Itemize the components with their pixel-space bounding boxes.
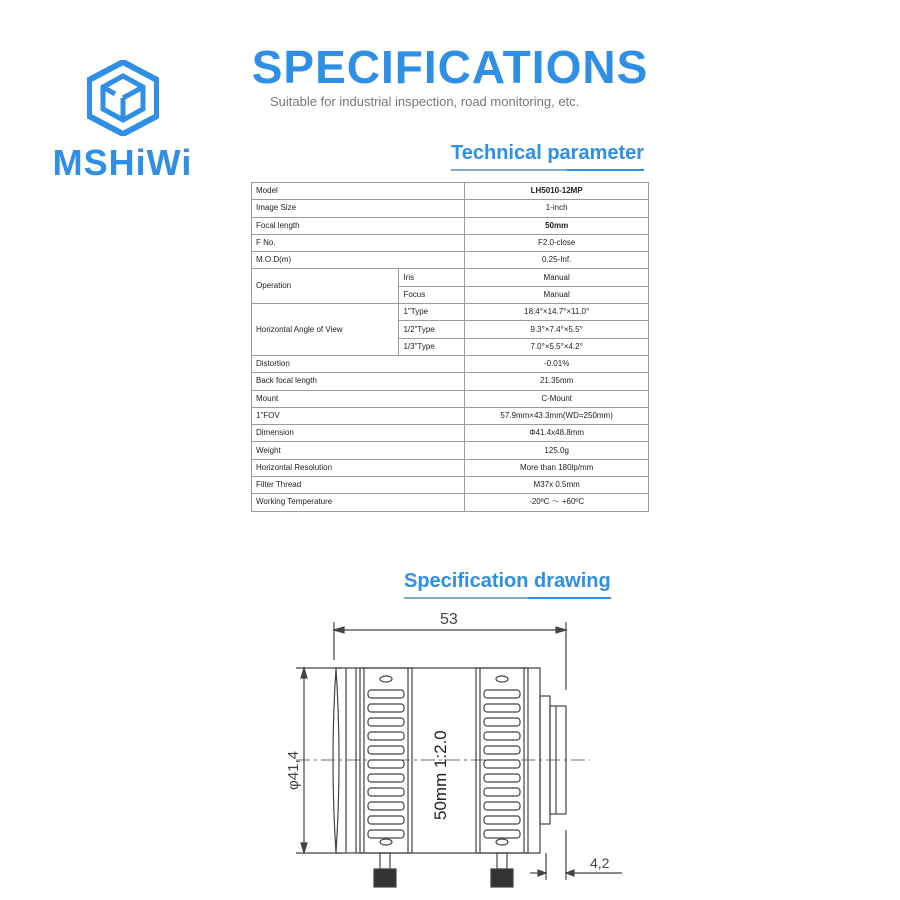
grip-rib (368, 816, 404, 824)
row-value: M37x 0.5mm (465, 477, 649, 494)
grip-rib (484, 690, 520, 698)
row-value: -20ºC ～ +60ºC (465, 494, 649, 511)
grip-rib (484, 774, 520, 782)
table-row (252, 459, 649, 476)
grip-rib (484, 802, 520, 810)
heading-underline-accent (528, 597, 611, 599)
row-label: Working Temperature (252, 494, 465, 511)
grip-rib (484, 746, 520, 754)
heading-underline-accent (567, 169, 644, 171)
row-value: F2.0-close (465, 234, 649, 251)
grip-rib (368, 690, 404, 698)
table-row (252, 269, 649, 286)
spec-table (251, 182, 649, 512)
grip-rib (368, 746, 404, 754)
grip-rib (368, 774, 404, 782)
grip-rib (484, 816, 520, 824)
sub-label: 1/3"Type (399, 338, 465, 355)
drawing-heading-text: Specification drawing (404, 570, 611, 592)
row-label: Image Size (252, 200, 465, 217)
technical-heading (451, 142, 644, 165)
drawing-heading (404, 570, 611, 593)
row-label: Distortion (252, 355, 465, 372)
row-value: 57.9mm×43.3mm(WD=250mm) (465, 407, 649, 424)
grip-rib (368, 718, 404, 726)
row-value: 18.4°×14.7°×11.0° (465, 304, 649, 321)
table-row (252, 234, 649, 251)
grip-rib (484, 788, 520, 796)
table-row (252, 373, 649, 390)
row-value: Manual (465, 286, 649, 303)
lens-drawing (270, 600, 630, 900)
table-row (252, 252, 649, 269)
row-label: Horizontal Angle of View (252, 304, 399, 356)
row-label: F No. (252, 234, 465, 251)
row-value: Φ41.4x48.8mm (465, 425, 649, 442)
length-dim-label: 53 (440, 611, 458, 628)
grip-rib (368, 802, 404, 810)
row-value: 125.0g (465, 442, 649, 459)
grip-rib (484, 760, 520, 768)
row-label: Mount (252, 390, 465, 407)
row-label: Filter Thread (252, 477, 465, 494)
length-dimension (334, 611, 566, 690)
table-row (252, 407, 649, 424)
grip-rib (368, 732, 404, 740)
row-value: 7.0°×5.5°×4.2° (465, 338, 649, 355)
table-row (252, 425, 649, 442)
row-value: -0.01% (465, 355, 649, 372)
row-label: Focal length (252, 217, 465, 234)
row-label: Weight (252, 442, 465, 459)
grip-rib (368, 704, 404, 712)
table-row (252, 217, 649, 234)
grip-rib (484, 704, 520, 712)
brand-name: MSHiWi (52, 142, 193, 183)
table-row (252, 494, 649, 511)
row-value: 50mm (465, 217, 649, 234)
row-value: 0.25-Inf. (465, 252, 649, 269)
lens-marking: 50mm 1:2.0 (431, 730, 450, 820)
table-row (252, 355, 649, 372)
row-value: More than 180lp/mm (465, 459, 649, 476)
row-value: 9.3°×7.4°×5.5° (465, 321, 649, 338)
grip-rib (368, 788, 404, 796)
row-value: LH5010-12MP (465, 183, 649, 200)
grip-rib (484, 732, 520, 740)
grip-rib (484, 718, 520, 726)
row-value: Manual (465, 269, 649, 286)
page-title: SPECIFICATIONS (251, 41, 649, 93)
row-value: 1-inch (465, 200, 649, 217)
locking-screw-left (374, 853, 396, 887)
row-label: M.O.D(m) (252, 252, 465, 269)
sub-label: Iris (399, 269, 465, 286)
row-label: Back focal length (252, 373, 465, 390)
table-row (252, 183, 649, 200)
page-subtitle: Suitable for industrial inspection, road monitoring, etc. (270, 94, 580, 109)
table-row (252, 390, 649, 407)
row-label: Operation (252, 269, 399, 304)
row-value: 21.35mm (465, 373, 649, 390)
sub-label: Focus (399, 286, 465, 303)
table-row (252, 442, 649, 459)
table-row (252, 200, 649, 217)
diameter-dim-label: φ41,4 (285, 751, 302, 790)
flange-dimension (530, 830, 622, 880)
grip-rib (368, 830, 404, 838)
grip-rib (484, 830, 520, 838)
row-label: Horizontal Resolution (252, 459, 465, 476)
row-label: Model (252, 183, 465, 200)
row-label: 1"FOV (252, 407, 465, 424)
table-row (252, 304, 649, 321)
row-value: C-Mount (465, 390, 649, 407)
row-label: Dimension (252, 425, 465, 442)
locking-screw-right (491, 853, 513, 887)
table-row (252, 477, 649, 494)
sub-label: 1"Type (399, 304, 465, 321)
grip-rib (368, 760, 404, 768)
sub-label: 1/2"Type (399, 321, 465, 338)
flange-dim-label: 4,2 (590, 855, 610, 871)
technical-heading-text: Technical parameter (451, 142, 645, 164)
